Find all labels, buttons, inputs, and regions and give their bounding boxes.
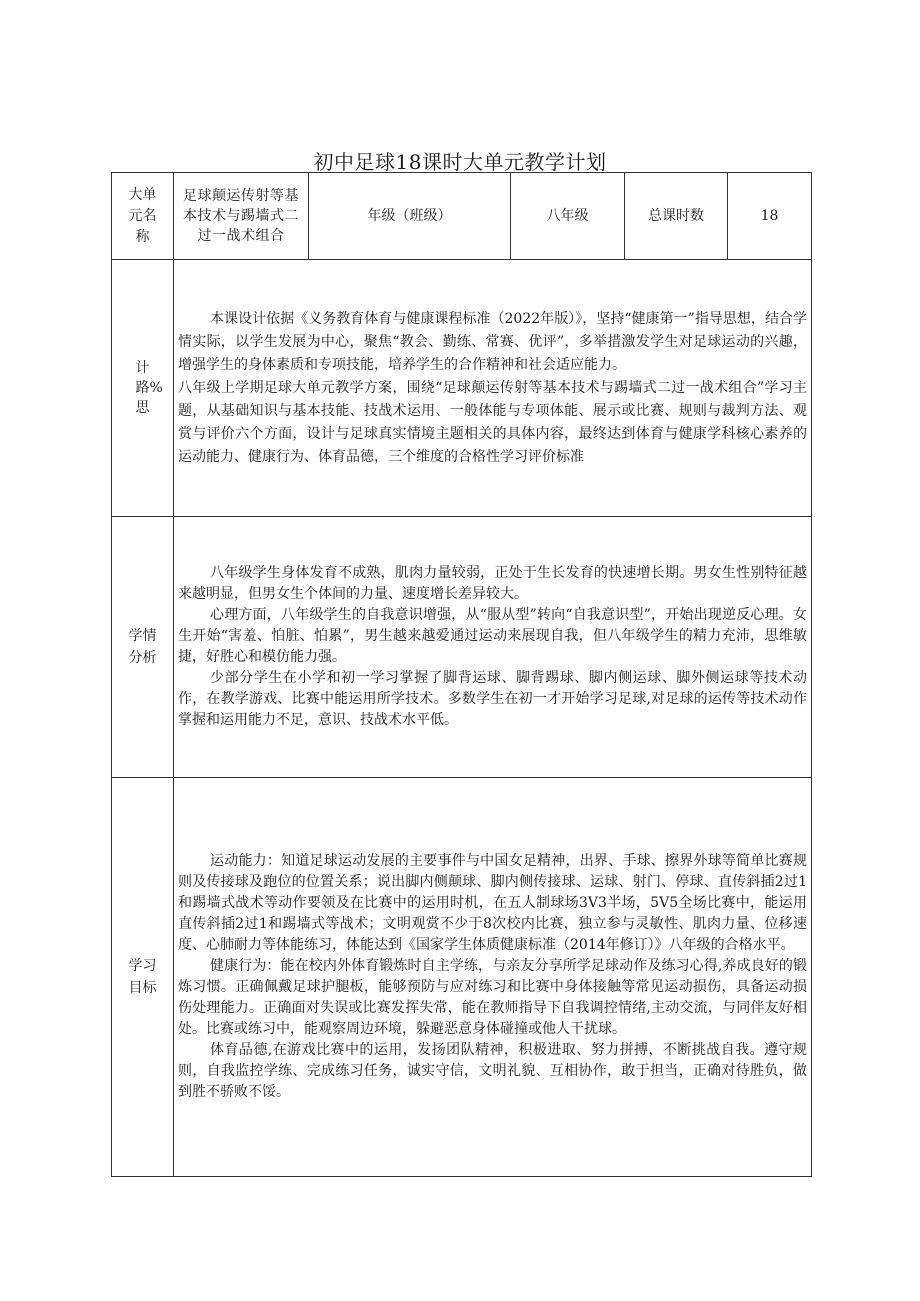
- analysis-paragraph-1: 八年级学生身体发育不成熟，肌肉力量较弱，正处于生长发育的快速增长期。男女生性别特征越来越明显，但男女生个体间的力量、速度增长差异较大。: [178, 565, 807, 602]
- hours-label: 总课时数: [648, 207, 704, 224]
- unit-name-value: 足球颠运传射等基本技术与踢墙式二过一战术组合: [183, 188, 299, 244]
- design-paragraph-1: 本课设计依据《义务教育体育与健康课程标准（2022年版）》，坚持“健康第一”指导思想，结合学情实际，以学生发展为中心，聚焦“教会、勤练、常赛、优评”，多举措激发学生对足球运动的兴趣，增强学生的身体素质和专项技能，培养学生的合作精神和社会适应能力。: [178, 310, 807, 373]
- analysis-row: [112, 517, 812, 778]
- analysis-paragraph-3: 少部分学生在小学和初一学习掌握了脚背运球、脚背踢球、脚内侧运球、脚外侧运球等技术动作，在教学游戏、比赛中能运用所学技术。多数学生在初一才开始学习足球,对足球的运传等技术动作掌握和运用能力不足，意识、技战术水平低。: [178, 670, 807, 728]
- hours-value: 18: [760, 207, 779, 224]
- unit-name-label: 大单元名称: [128, 186, 157, 245]
- design-label: 计路%思: [135, 360, 163, 416]
- objectives-paragraph-2: 健康行为：能在校内外体育锻炼时自主学练，与亲友分享所学足球动作及练习心得,养成良好的锻炼习惯。正确佩戴足球护腿板，能够预防与应对练习和比赛中身体接触等常见运动损伤，具备运动损伤处理能力。正确面对失误或比赛发挥失常，能在教师指导下自我调控情绪,主动交流，与同伴友好相处。比赛或练习中，能观察周边环境，躲避恶意身体碰撞或他人干扰球。: [178, 958, 807, 1037]
- design-row: [112, 260, 812, 517]
- grade-label-cell: [309, 173, 511, 260]
- grade-label: 年级（班级）: [367, 207, 452, 224]
- grade-value-cell: [511, 173, 625, 260]
- design-paragraph-2: 八年级上学期足球大单元教学方案，围绕“足球颠运传射等基本技术与踢墙式二过一战术组合”学习主题，从基础知识与基本技能、技战术运用、一般体能与专项体能、展示或比赛、规则与裁判方法、观赏与评价六个方面，设计与足球真实情境主题相关的具体内容，最终达到体育与健康学科核心素养的运动能力、健康行为、体育品德，三个维度的合格性学习评价标准: [178, 379, 807, 465]
- analysis-paragraph-2: 心理方面，八年级学生的自我意识增强，从“服从型”转向“自我意识型”，开始出现逆反心理。女生开始“害羞、怕脏、怕累”，男生越来越爱通过运动来展现自我，但八年级学生的精力充沛，思维敏捷，好胜心和模仿能力强。: [178, 607, 807, 665]
- hours-value-cell: [728, 173, 812, 260]
- objectives-label: 学习目标: [128, 958, 157, 996]
- design-content-cell: [174, 260, 812, 517]
- design-label-cell: [112, 260, 174, 517]
- hours-label-cell: [625, 173, 728, 260]
- analysis-label: 学情分析: [128, 628, 157, 666]
- objectives-paragraph-3: 体育品德,在游戏比赛中的运用，发扬团队精神，积极进取、努力拼搏，不断挑战自我。遵守规则，自我监控学练、完成练习任务，诚实守信，文明礼貌、互相协作，敢于担当，正确对待胜负，做到胜不骄败不馁。: [178, 1042, 807, 1100]
- plan-table: [111, 172, 812, 1177]
- unit-name-cell: [174, 173, 309, 260]
- analysis-content-cell: [174, 517, 812, 778]
- page-title: 初中足球18课时大单元教学计划: [313, 150, 607, 174]
- objectives-label-cell: [112, 778, 174, 1177]
- analysis-label-cell: [112, 517, 174, 778]
- objectives-paragraph-1: 运动能力：知道足球运动发展的主要事件与中国女足精神，出界、手球、擦界外球等简单比赛规则及传接球及跑位的位置关系；说出脚内侧颠球、脚内侧传接球、运球、射门、停球、直传斜插2过1和踢墙式战术等动作要领及在比赛中的运用时机，在五人制球场3V3半场，5V5全场比赛中，能运用直传斜插2过1和踢墙式等战术；文明观赏不少于8次校内比赛，独立参与灵敏性、肌肉力量、位移速度、心肺耐力等体能练习，体能达到《国家学生体质健康标准（2014年修订）》八年级的合格水平。: [178, 853, 807, 953]
- unit-name-label-cell: [112, 173, 174, 260]
- grade-value: 八年级: [546, 207, 589, 224]
- objectives-row: [112, 778, 812, 1177]
- objectives-content-cell: [174, 778, 812, 1177]
- header-row: [112, 173, 812, 260]
